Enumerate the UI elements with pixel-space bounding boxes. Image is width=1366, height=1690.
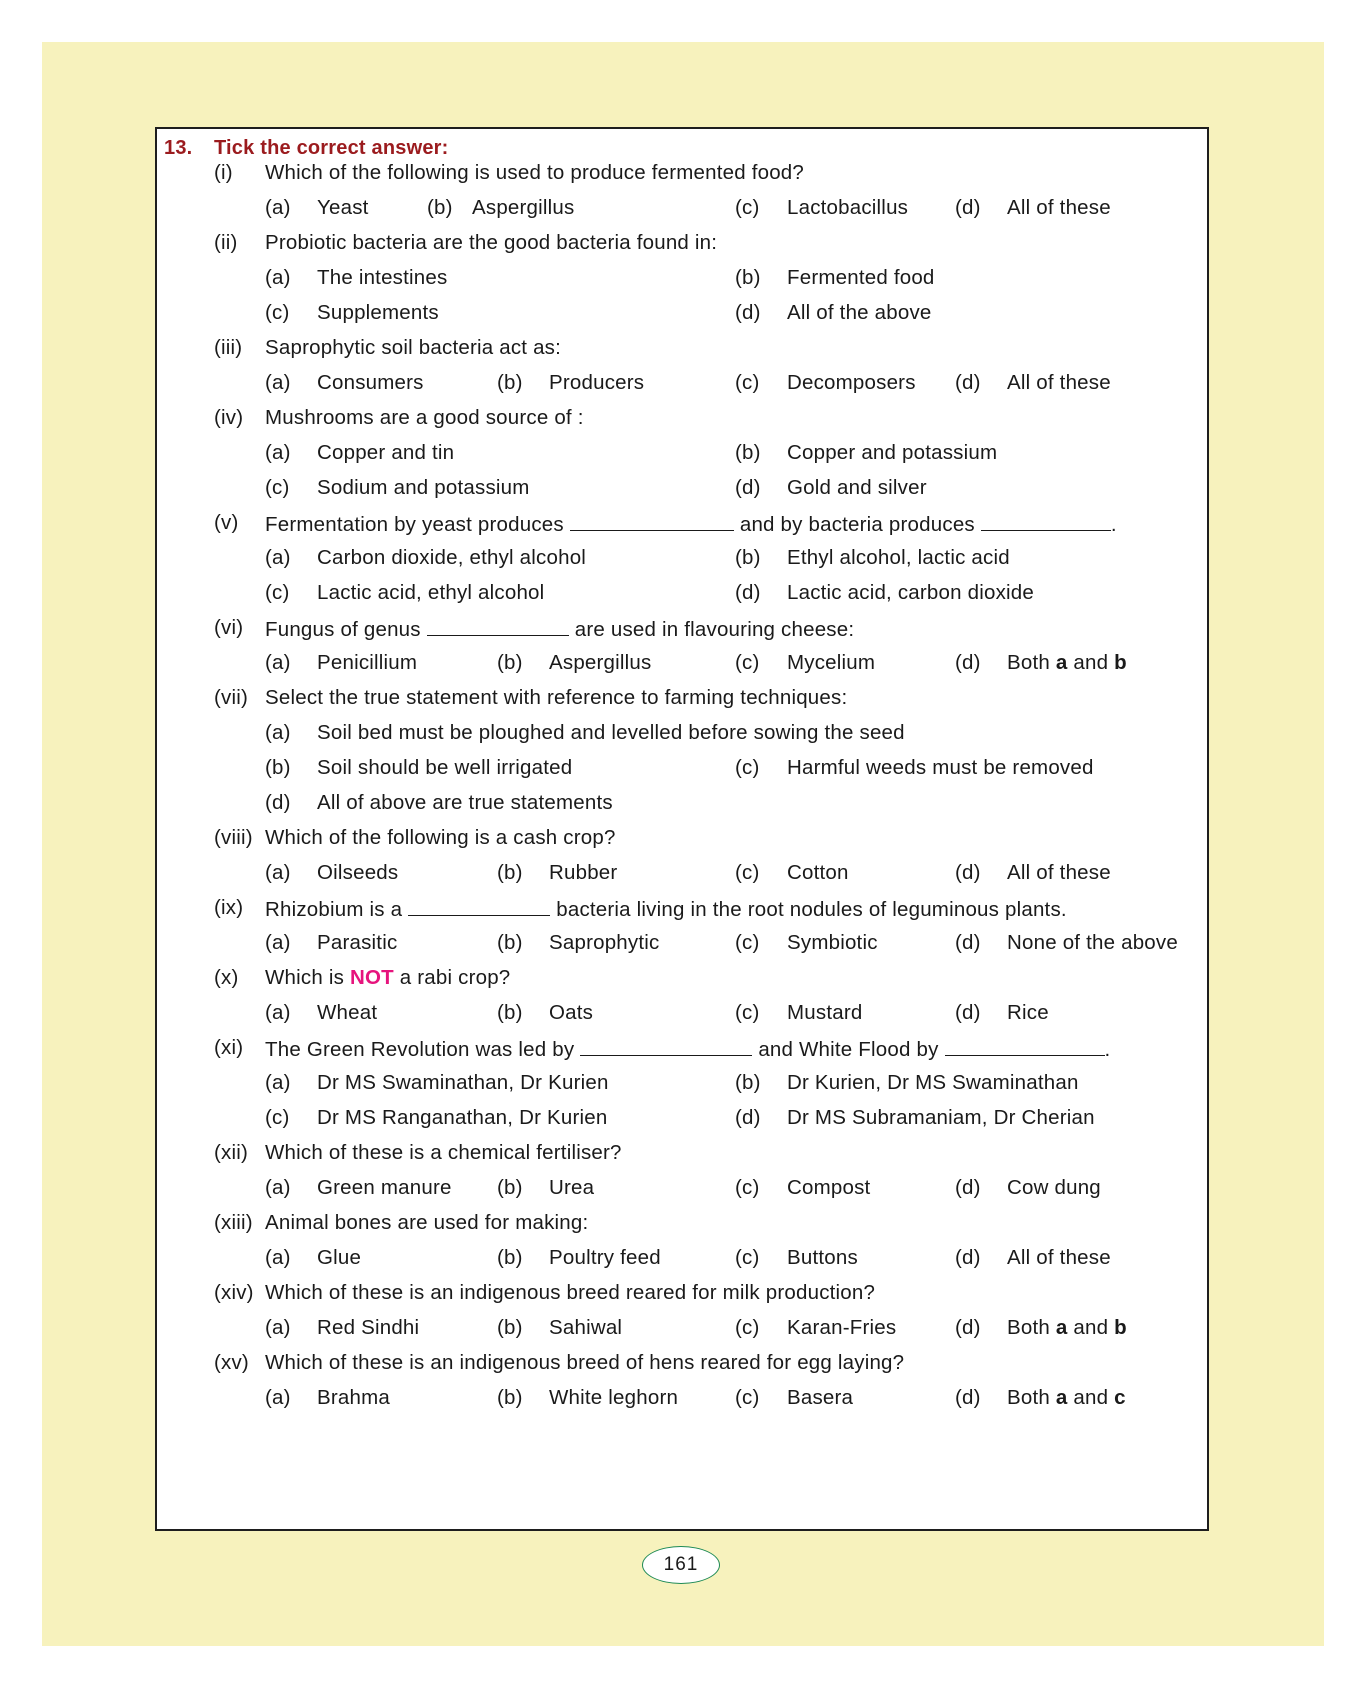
option-c[interactable]: (c) Symbiotic (735, 931, 878, 954)
question-text: Probiotic bacteria are the good bacteria found in: (265, 231, 718, 254)
option-c[interactable]: (c) Supplements (265, 301, 439, 324)
options-row (157, 263, 1207, 293)
option-c[interactable]: (c) Basera (735, 1386, 854, 1409)
option-a[interactable]: (a) Red Sindhi (265, 1316, 420, 1339)
options-row (157, 648, 1207, 678)
option-b[interactable]: (b) White leghorn (497, 1386, 679, 1409)
question-number: (vii) (214, 686, 249, 709)
question-text: Which is NOT a rabi crop? (265, 966, 511, 989)
question-number: (vi) (214, 616, 244, 639)
option-b[interactable]: (b) Poultry feed (497, 1246, 661, 1269)
option-c[interactable]: (c) Lactic acid, ethyl alcohol (265, 581, 545, 604)
question-10 (157, 963, 1207, 993)
option-d[interactable]: (d) All of these (955, 1246, 1111, 1269)
option-c[interactable]: (c) Sodium and potassium (265, 476, 530, 499)
options-row (157, 438, 1207, 468)
option-b[interactable]: (b) Oats (497, 1001, 594, 1024)
answer-blank[interactable] (570, 508, 734, 531)
emphasis-not: NOT (349, 966, 394, 989)
question-text: Rhizobium is a bacteria living in the root nodules of leguminous plants. (265, 893, 1067, 925)
options-row (157, 1243, 1207, 1273)
question-text: Which of the following is a cash crop? (265, 826, 616, 849)
question-9 (157, 893, 1207, 923)
option-c[interactable]: (c) Compost (735, 1176, 871, 1199)
option-a[interactable]: (a) Yeast (265, 196, 369, 219)
option-a[interactable]: (a) Dr MS Swaminathan, Dr Kurien (265, 1071, 609, 1094)
option-a[interactable]: (a) Parasitic (265, 931, 398, 954)
option-a[interactable]: (a) Glue (265, 1246, 362, 1269)
question-number: (iii) (214, 336, 243, 359)
answer-blank[interactable] (408, 893, 550, 916)
option-c[interactable]: (c) Harmful weeds must be removed (735, 756, 1094, 779)
question-15 (157, 1348, 1207, 1378)
question-11 (157, 1033, 1207, 1063)
option-b[interactable]: (b) Urea (497, 1176, 595, 1199)
option-a[interactable]: (a) Penicillium (265, 651, 418, 674)
question-text: Mushrooms are a good source of : (265, 406, 584, 429)
options-row (157, 858, 1207, 888)
options-row (157, 718, 1207, 748)
options-row (157, 1313, 1207, 1343)
question-text: Fermentation by yeast produces and by bacteria produces . (265, 508, 1117, 540)
question-text: Which of these is a chemical fertiliser? (265, 1141, 622, 1164)
option-c[interactable]: (c) Karan-Fries (735, 1316, 897, 1339)
option-b[interactable]: (b) Ethyl alcohol, lactic acid (735, 546, 1010, 569)
option-d[interactable]: (d) Both a and b (955, 1316, 1127, 1339)
option-c[interactable]: (c) Buttons (735, 1246, 858, 1269)
options-row (157, 1173, 1207, 1203)
question-text: Select the true statement with reference to farming techniques: (265, 686, 848, 709)
option-d[interactable]: (d) Rice (955, 1001, 1049, 1024)
question-text: Fungus of genus are used in flavouring cheese: (265, 613, 854, 645)
option-c[interactable]: (c) Mustard (735, 1001, 863, 1024)
question-number: (viii) (214, 826, 253, 849)
options-row (157, 298, 1207, 328)
option-a[interactable]: (a) Green manure (265, 1176, 452, 1199)
question-number: (xi) (214, 1036, 244, 1059)
option-d[interactable]: (d) None of the above (955, 931, 1178, 954)
question-1 (157, 158, 1207, 188)
question-number: (xiv) (214, 1281, 254, 1304)
option-b[interactable]: (b) Aspergillus (497, 651, 652, 674)
option-a[interactable]: (a) Soil bed must be ploughed and levelled before sowing the seed (265, 721, 905, 744)
options-row (157, 578, 1207, 608)
question-text: Animal bones are used for making: (265, 1211, 589, 1234)
option-b[interactable]: (b) Aspergillus (427, 196, 575, 219)
question-13 (157, 1208, 1207, 1238)
option-b[interactable]: (b) Copper and potassium (735, 441, 998, 464)
option-c[interactable]: (c) Mycelium (735, 651, 876, 674)
option-a[interactable]: (a) Brahma (265, 1386, 390, 1409)
exercise-heading (164, 137, 449, 160)
question-text: Which of these is an indigenous breed reared for milk production? (265, 1281, 876, 1304)
question-text: Saprophytic soil bacteria act as: (265, 336, 562, 359)
question-text: Which of these is an indigenous breed of hens reared for egg laying? (265, 1351, 905, 1374)
option-b[interactable]: (b) Soil should be well irrigated (265, 756, 573, 779)
options-row (157, 788, 1207, 818)
question-number: (v) (214, 511, 239, 534)
option-a[interactable]: (a) Copper and tin (265, 441, 455, 464)
exercise-box (155, 127, 1209, 1531)
option-d[interactable]: (d) All of above are true statements (265, 791, 613, 814)
page-number: 161 (642, 1546, 720, 1584)
answer-blank[interactable] (945, 1033, 1105, 1056)
question-7 (157, 683, 1207, 713)
option-b[interactable]: (b) Fermented food (735, 266, 935, 289)
option-d[interactable]: (d) Both a and c (955, 1386, 1126, 1409)
option-d[interactable]: (d) Cow dung (955, 1176, 1101, 1199)
answer-blank[interactable] (580, 1033, 752, 1056)
question-number: (x) (214, 966, 239, 989)
option-d[interactable]: (d) Lactic acid, carbon dioxide (735, 581, 1034, 604)
question-12 (157, 1138, 1207, 1168)
question-number: (xii) (214, 1141, 249, 1164)
option-d[interactable]: (d) Gold and silver (735, 476, 927, 499)
question-8 (157, 823, 1207, 853)
options-row (157, 928, 1207, 958)
exercise-number: 13. (164, 137, 193, 159)
question-14 (157, 1278, 1207, 1308)
question-number: (iv) (214, 406, 244, 429)
option-a[interactable]: (a) Carbon dioxide, ethyl alcohol (265, 546, 587, 569)
exercise-title: Tick the correct answer: (214, 137, 449, 159)
option-d[interactable]: (d) Both a and b (955, 651, 1127, 674)
question-3 (157, 333, 1207, 363)
question-number: (ix) (214, 896, 244, 919)
question-number: (ii) (214, 231, 238, 254)
option-c[interactable]: (c) Dr MS Ranganathan, Dr Kurien (265, 1106, 608, 1129)
question-number: (xiii) (214, 1211, 253, 1234)
options-row (157, 1383, 1207, 1413)
answer-blank[interactable] (427, 613, 569, 636)
option-d[interactable]: (d) All of these (955, 196, 1111, 219)
option-a[interactable]: (a) Wheat (265, 1001, 378, 1024)
option-b[interactable]: (b) Rubber (497, 861, 618, 884)
question-5 (157, 508, 1207, 538)
options-row (157, 473, 1207, 503)
options-row (157, 1103, 1207, 1133)
question-6 (157, 613, 1207, 643)
options-row (157, 368, 1207, 398)
options-row (157, 753, 1207, 783)
option-a[interactable]: (a) Consumers (265, 371, 424, 394)
question-number: (xv) (214, 1351, 249, 1374)
option-b[interactable]: (b) Sahiwal (497, 1316, 623, 1339)
option-b[interactable]: (b) Producers (497, 371, 645, 394)
question-text: Which of the following is used to produce fermented food? (265, 161, 805, 184)
option-b[interactable]: (b) Dr Kurien, Dr MS Swaminathan (735, 1071, 1079, 1094)
question-4 (157, 403, 1207, 433)
option-d[interactable]: (d) All of the above (735, 301, 932, 324)
option-a[interactable]: (a) Oilseeds (265, 861, 399, 884)
option-d[interactable]: (d) All of these (955, 371, 1111, 394)
question-text: The Green Revolution was led by and White Flood by . (265, 1033, 1110, 1065)
option-c[interactable]: (c) Lactobacillus (735, 196, 909, 219)
option-c[interactable]: (c) Cotton (735, 861, 849, 884)
question-number: (i) (214, 161, 233, 184)
options-row (157, 998, 1207, 1028)
question-2 (157, 228, 1207, 258)
answer-blank[interactable] (981, 508, 1111, 531)
option-d[interactable]: (d) All of these (955, 861, 1111, 884)
option-d[interactable]: (d) Dr MS Subramaniam, Dr Cherian (735, 1106, 1095, 1129)
options-row (157, 193, 1207, 223)
options-row (157, 1068, 1207, 1098)
options-row (157, 543, 1207, 573)
option-c[interactable]: (c) Decomposers (735, 371, 916, 394)
option-b[interactable]: (b) Saprophytic (497, 931, 660, 954)
option-a[interactable]: (a) The intestines (265, 266, 448, 289)
